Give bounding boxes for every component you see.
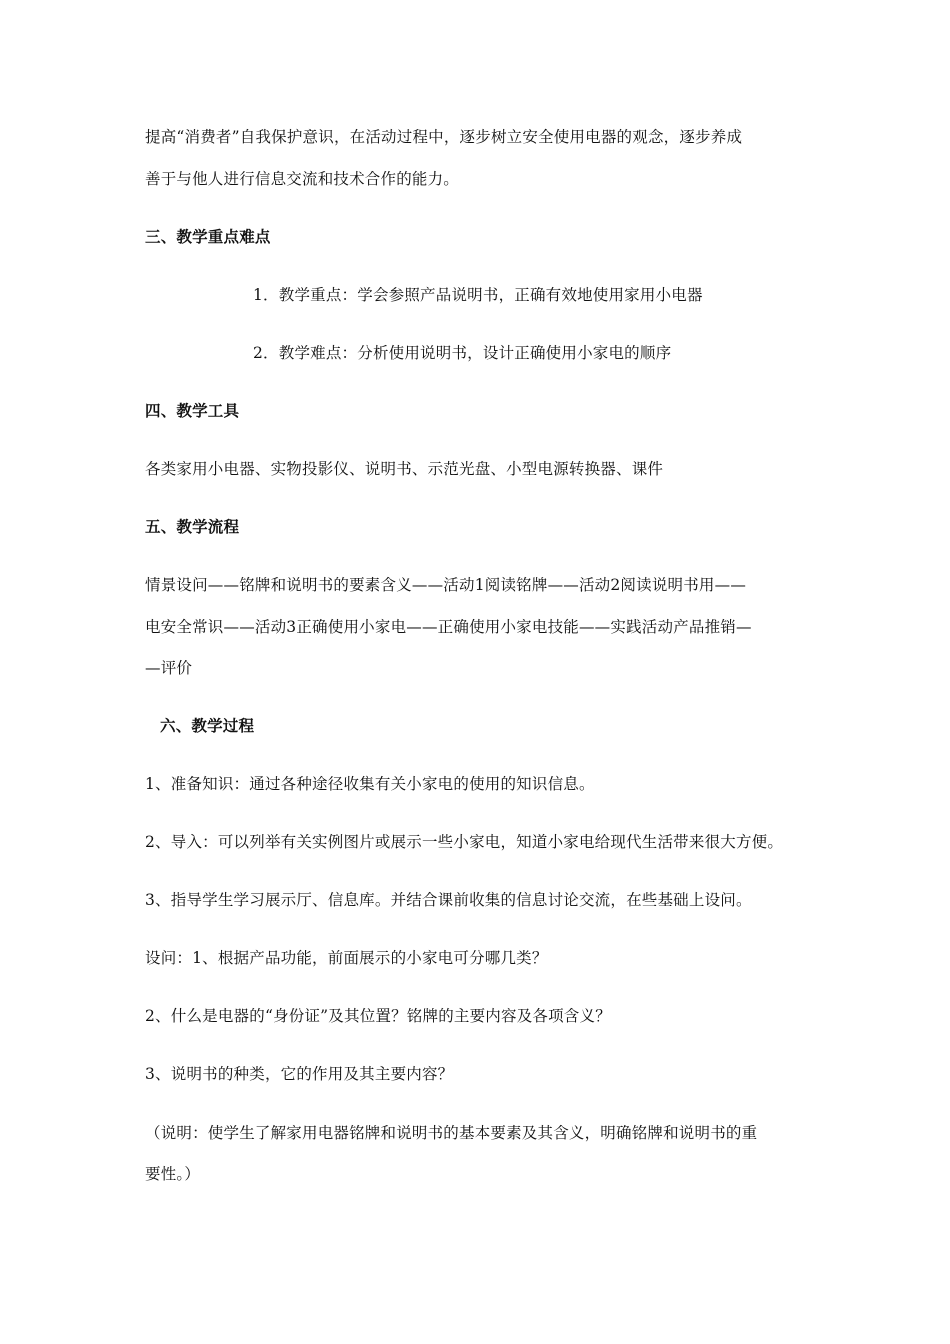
- section5-line-2: 电安全常识——活动3正确使用小家电——正确使用小家电技能——实践活动产品推销—: [145, 618, 752, 636]
- section4-text: 各类家用小电器、实物投影仪、说明书、示范光盘、小型电源转换器、课件: [145, 460, 664, 478]
- section6-line-1: 1、准备知识：通过各种途径收集有关小家电的使用的知识信息。: [145, 775, 595, 793]
- section3-heading: 三、教学重点难点: [145, 227, 271, 246]
- section6-line-6: 3、说明书的种类，它的作用及其主要内容？: [145, 1065, 454, 1083]
- section5-line-3: —评价: [145, 659, 193, 677]
- section3-point-1: 1．教学重点：学会参照产品说明书，正确有效地使用家用小电器: [253, 286, 703, 304]
- section6-heading: 六、教学过程: [160, 716, 255, 735]
- intro-line-1: 提高“消费者”自我保护意识，在活动过程中，逐步树立安全使用电器的观念，逐步养成: [145, 128, 743, 146]
- intro-line-2: 善于与他人进行信息交流和技术合作的能力。: [145, 170, 460, 188]
- section6-note-line-2: 要性。）: [145, 1165, 201, 1183]
- section5-heading: 五、教学流程: [145, 517, 240, 536]
- section6-line-2: 2、导入：可以列举有关实例图片或展示一些小家电，知道小家电给现代生活带来很大方便。: [145, 833, 784, 851]
- section6-line-4: 设问：1、根据产品功能，前面展示的小家电可分哪几类？: [145, 949, 548, 967]
- section3-point-2: 2．教学难点：分析使用说明书，设计正确使用小家电的顺序: [253, 344, 672, 362]
- section6-line-3: 3、指导学生学习展示厅、信息库。并结合课前收集的信息讨论交流，在些基础上设问。: [145, 891, 752, 909]
- section6-line-5: 2、什么是电器的“身份证”及其位置？铭牌的主要内容及各项含义？: [145, 1007, 611, 1025]
- section6-note-line-1: （说明：使学生了解家用电器铭牌和说明书的基本要素及其含义，明确铭牌和说明书的重: [145, 1124, 758, 1142]
- section5-line-1: 情景设问——铭牌和说明书的要素含义——活动1阅读铭牌——活动2阅读说明书用——: [145, 576, 747, 594]
- section4-heading: 四、教学工具: [145, 401, 240, 420]
